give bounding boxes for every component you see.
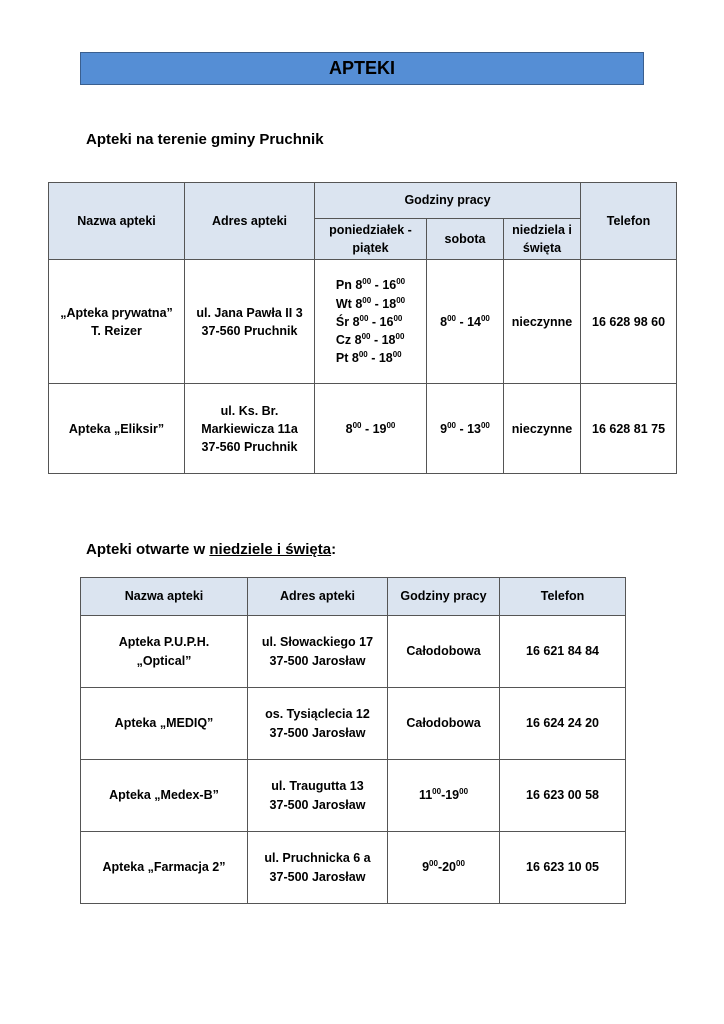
phone: 16 623 00 58	[500, 760, 626, 832]
col-header-address: Adres apteki	[248, 578, 388, 616]
page-title	[80, 52, 644, 85]
col-header-name: Nazwa apteki	[81, 578, 248, 616]
pharmacy-address: ul. Traugutta 13 37-500 Jarosław	[248, 760, 388, 832]
pharmacies-pruchnik-table	[48, 182, 677, 474]
phone: 16 628 98 60	[581, 260, 677, 384]
table-row	[49, 384, 677, 474]
phone: 16 624 24 20	[500, 688, 626, 760]
sunday-hours: nieczynne	[504, 260, 581, 384]
pharmacy-address: ul. Pruchnicka 6 a 37-500 Jarosław	[248, 832, 388, 904]
table-row	[49, 260, 677, 384]
opening-hours: $11^{00}-19^{00}$	[388, 760, 500, 832]
table-row	[81, 616, 626, 688]
sunday-pharmacies-table	[80, 577, 626, 904]
opening-hours: Całodobowa	[388, 616, 500, 688]
phone: 16 628 81 75	[581, 384, 677, 474]
col-header-hours: Godziny pracy	[315, 183, 581, 219]
table-row	[81, 760, 626, 832]
hours-line-fri: Pt $8^{00} - 18^{00}$	[335, 349, 402, 365]
col-header-weekday: poniedziałek - piątek	[315, 219, 427, 260]
saturday-hours: $9^{00} - 13^{00}$	[427, 384, 504, 474]
pharmacy-address: ul. Słowackiego 17 37-500 Jarosław	[248, 616, 388, 688]
sunday-hours: nieczynne	[504, 384, 581, 474]
hours-line-tue: Wt $8^{00} - 18^{00}$	[335, 295, 406, 311]
col-header-name: Nazwa apteki	[49, 183, 185, 260]
weekday-hours	[315, 260, 427, 384]
col-header-address: Adres apteki	[185, 183, 315, 260]
phone: 16 621 84 84	[500, 616, 626, 688]
section2-heading: Apteki otwarte w niedziele i święta:	[86, 541, 337, 558]
col-header-saturday: sobota	[427, 219, 504, 260]
section1-heading: Apteki na terenie gminy Pruchnik	[86, 131, 324, 148]
pharmacy-address: ul. Jana Pawła II 3 37-560 Pruchnik	[185, 260, 315, 384]
col-header-sunday: niedziela i święta	[504, 219, 581, 260]
opening-hours: $9^{00}-20^{00}$	[388, 832, 500, 904]
col-header-phone: Telefon	[581, 183, 677, 260]
opening-hours: Całodobowa	[388, 688, 500, 760]
page-title-text: APTEKI	[328, 58, 395, 78]
pharmacy-name: Apteka „Eliksir”	[49, 384, 185, 474]
hours-line-wed: Śr $8^{00} - 16^{00}$	[335, 313, 403, 329]
pharmacy-address: ul. Ks. Br. Markiewicza 11a 37-560 Pruchnik	[185, 384, 315, 474]
col-header-phone: Telefon	[500, 578, 626, 616]
phone: 16 623 10 05	[500, 832, 626, 904]
pharmacy-name: Apteka „MEDIQ”	[81, 688, 248, 760]
hours-line-mon: Pn $8^{00} - 16^{00}$	[335, 277, 406, 293]
hours-line-thu: Cz $8^{00} - 18^{00}$	[335, 331, 405, 347]
table-row	[81, 688, 626, 760]
pharmacy-name: Apteka P.U.P.H. „Optical”	[81, 616, 248, 688]
pharmacy-name: „Apteka prywatna” T. Reizer	[49, 260, 185, 384]
pharmacy-name: Apteka „Medex-B”	[81, 760, 248, 832]
pharmacy-address: os. Tysiąclecia 12 37-500 Jarosław	[248, 688, 388, 760]
weekday-hours: $8^{00} - 19^{00}$	[315, 384, 427, 474]
col-header-hours: Godziny pracy	[388, 578, 500, 616]
saturday-hours: $8^{00} - 14^{00}$	[427, 260, 504, 384]
table-row	[81, 832, 626, 904]
pharmacy-name: Apteka „Farmacja 2”	[81, 832, 248, 904]
